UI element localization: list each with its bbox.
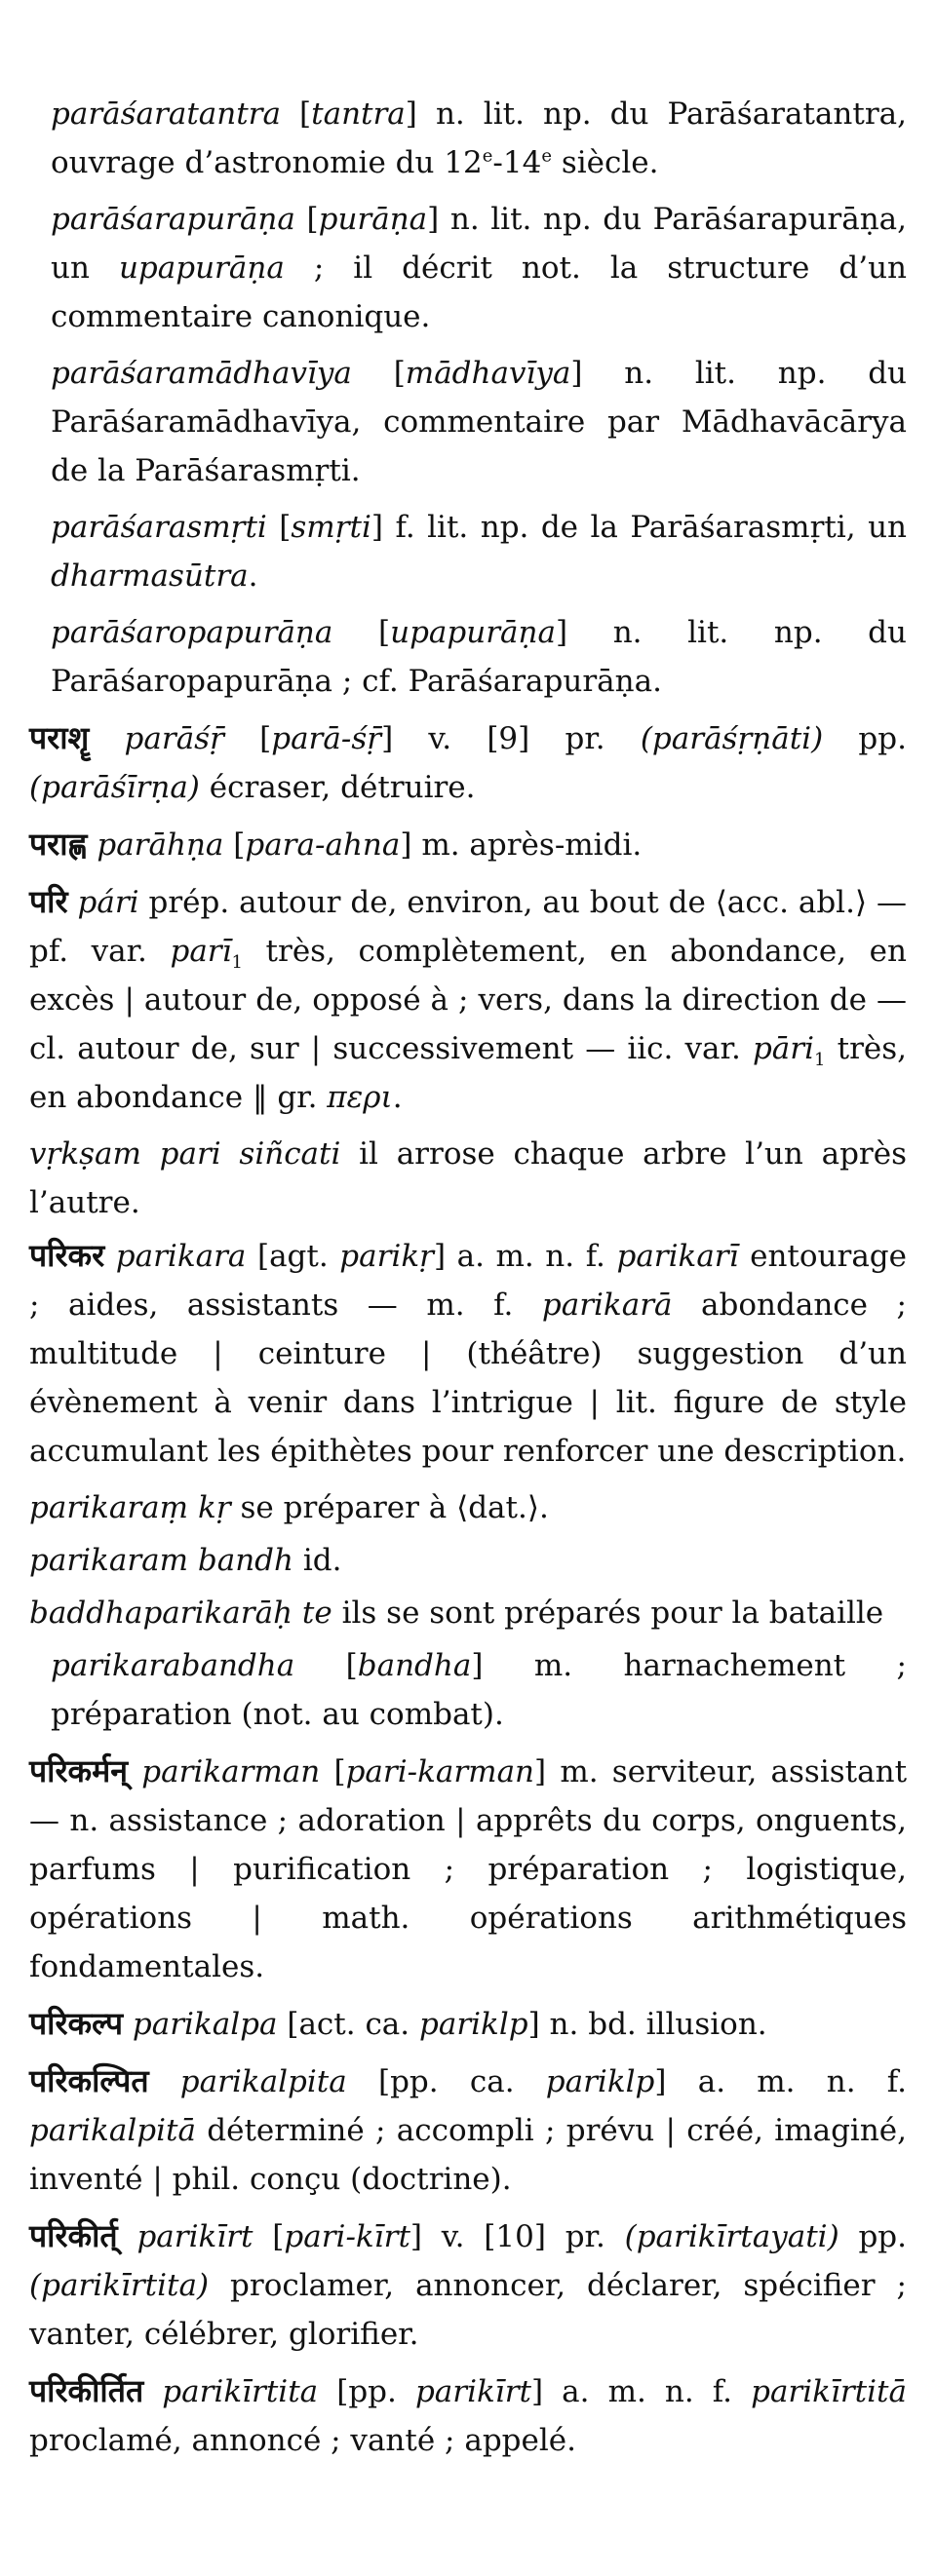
entry-parikarman: परिकर्मन् parikarman [pari-karman] m. serviteur, assistant — n. assistance ; adoration | apprêts du corps, onguents, parfums | purification ; préparation ; logistique, opérations | math. opérations arithmétiques fondamentales. [29, 1752, 908, 1984]
devanagari-headword: परिकर [29, 1237, 105, 1274]
definition: v. [9] pr. [428, 721, 641, 756]
definition-part: pp. [838, 2219, 908, 2254]
devanagari-headword: परिकल्प [29, 2005, 124, 2042]
etymology-prefix: [pp. ca. [377, 2064, 546, 2099]
etymology: pari-kīrt [284, 2219, 410, 2254]
definition-part: . [392, 1080, 403, 1115]
feminine-form: parikalpitā [29, 2113, 196, 2148]
example-sanskrit: vṛkṣam pari siñcati [29, 1136, 341, 1172]
entry-parikalpita [29, 2057, 907, 2204]
definition-part: pp. [823, 721, 907, 756]
headword: parikarman [141, 1754, 321, 1789]
headword: parikara [115, 1239, 247, 1274]
entry-parasaropapurana: parāśaropapurāṇa [upapurāṇa] n. lit. np. du Parāśaropapurāṇa ; cf. Parāśarapurāṇa. [51, 615, 907, 699]
etymology: pari-karman [345, 1754, 535, 1789]
etymology: smṛti [291, 510, 371, 545]
definition-part: proclamer, annoncer, déclarer, spécifier ; vanter, célébrer, glorifier. [29, 2268, 907, 2352]
greek-cognate: περι [327, 1080, 393, 1115]
definition-part: proclamé, annoncé ; vanté ; appelé. [29, 2423, 576, 2458]
definition: m. après-midi. [421, 827, 643, 863]
entry-parahna: पराह्ण parāhṇa [para-ahna] m. après-midi. [29, 826, 643, 863]
definition: n. lit. np. du Parāśarapurāṇa, un [51, 202, 908, 286]
example-translation: ils se sont préparés pour la bataille [332, 1596, 884, 1631]
etymology: upapurāṇa [390, 615, 556, 650]
etymology-root: pariklp [545, 2064, 655, 2099]
headword: parāśaramādhavīya [51, 356, 352, 391]
variant-form: pāri [752, 1031, 815, 1066]
definition-italic: upapurāṇa [118, 250, 285, 286]
participle-form: (parāśīrṇa) [29, 770, 200, 805]
headword: parikīrtita [162, 2374, 319, 2409]
definition: n. lit. np. du Parāśaropapurāṇa ; cf. Parāśarapurāṇa. [51, 615, 907, 699]
entry-pari [29, 877, 907, 1122]
example-translation: id. [292, 1543, 342, 1578]
superscript: e [482, 145, 493, 167]
devanagari-headword: परिकल्पित [29, 2062, 149, 2099]
headword: parāhṇa [97, 827, 224, 863]
entry-parikirt: परिकीर्त् parikīrt [pari-kīrt] v. [10] pr. (parikīrtayati) pp. (parikīrtita) proclamer, annoncer, déclarer, spécifier ; vanter, célébrer, glorifier. [29, 2217, 908, 2352]
example-sanskrit: parikaraṃ kṛ [29, 1490, 231, 1525]
definition: n. lit. np. du Parāśaramādhavīya, commentaire par Mādhavācārya de la Parāśarasmṛti. [51, 356, 908, 488]
participle-form: (parikīrtita) [29, 2268, 210, 2303]
subscript: 1 [814, 1050, 826, 1071]
devanagari-headword: परिकीर्त् [29, 2217, 118, 2254]
etymology-prefix: [agt. [256, 1239, 340, 1274]
definition-part: très, en abondance ‖ gr. [29, 1031, 907, 1115]
devanagari-headword: पराह्ण [29, 826, 88, 863]
headword: parāśarapurāṇa [51, 202, 295, 237]
definition: m. serviteur, assistant — n. assistance ; adoration | apprêts du corps, onguents, parfums | purification ; préparation ; logistique, opérations | math. opérations arithmétiques fondamentales. [29, 1754, 908, 1984]
entry-parasarasmrti: parāśarasmṛti [smṛti] f. lit. np. de la Parāśarasmṛti, un dharmasūtra. [51, 510, 908, 594]
entry-parikara [29, 1231, 907, 1476]
feminine-form: parikarī [616, 1239, 739, 1274]
devanagari-headword: परि [29, 883, 68, 920]
entry-parikalpa [29, 1999, 907, 2049]
example-translation: il arrose chaque arbre l’un après l’autre. [29, 1136, 907, 1220]
feminine-form: parikarā [541, 1288, 673, 1323]
etymology: tantra [311, 96, 406, 132]
definition-part: . [248, 558, 258, 594]
definition-part: siècle. [552, 145, 659, 180]
headword: parāśṝ [124, 721, 224, 756]
definition-part: écraser, détruire. [199, 770, 476, 805]
devanagari-headword: परिकीर्तित [29, 2372, 144, 2409]
subscript: 1 [231, 952, 243, 974]
variant-form: parī [170, 934, 232, 969]
entry-parasarapurana: parāśarapurāṇa [purāṇa] n. lit. np. du Parāśarapurāṇa, un upapurāṇa ; il décrit not. la structure d’un commentaire canonique. [51, 202, 908, 334]
definition-part: -14 [492, 145, 542, 180]
etymology-prefix: [pp. [336, 2374, 415, 2409]
definition-part: ; il décrit not. la structure d’un commentaire canonique. [51, 250, 907, 334]
definition-part: déterminé ; accompli ; prévu | créé, imaginé, inventé | phil. conçu (doctrine). [29, 2113, 907, 2197]
example-sanskrit: parikaram bandh [29, 1543, 293, 1578]
headword: parikalpa [132, 2007, 278, 2042]
definition: ] a. m. n. f. [433, 1239, 617, 1274]
etymology: parā-śṝ [271, 721, 382, 756]
headword: parāśaratantra [51, 96, 281, 132]
definition-part: abondance ; multitude | ceinture | (théâtre) suggestion d’un évènement à venir dans l’intrigue | lit. figure de style accumulant les épithètes pour renforcer une description. [29, 1288, 907, 1469]
entry-parasaratantra: parāśaratantra [tantra] n. lit. np. du Parāśaratantra, ouvrage d’astronomie du 12e-14e siècle. [51, 96, 907, 180]
etymology: para-ahna [245, 827, 401, 863]
etymology-root: parikṛ [339, 1239, 434, 1274]
example-line [29, 1130, 907, 1227]
entry-parikarabandha: parikarabandha [bandha] m. harnachement ; préparation (not. au combat). [51, 1648, 907, 1732]
feminine-form: parikīrtitā [751, 2374, 907, 2409]
definition: v. [10] pr. [441, 2219, 625, 2254]
definition: ] a. m. n. f. [654, 2064, 908, 2099]
present-form: (parāśṛṇāti) [640, 721, 824, 756]
etymology: mādhavīya [405, 356, 571, 391]
headword: parikīrt [136, 2219, 254, 2254]
example-sanskrit: baddhaparikarāḥ te [29, 1596, 332, 1631]
definition: prép. autour de, environ, au bout de ⟨acc. abl.⟩ — pf. var. [29, 885, 907, 969]
example-translation: se préparer à ⟨dat.⟩. [230, 1490, 549, 1525]
definition-part: entourage ; aides, assistants — m. f. [29, 1239, 907, 1323]
entry-parasaramadhaviya: parāśaramādhavīya [mādhavīya] n. lit. np. du Parāśaramādhavīya, commentaire par Mādhavācārya de la Parāśarasmṛti. [51, 356, 908, 488]
definition: ] a. m. n. f. [531, 2374, 752, 2409]
example-line [29, 1589, 907, 1637]
headword: parikarabandha [51, 1648, 295, 1683]
superscript: e [541, 145, 552, 167]
etymology-root: parikīrt [414, 2374, 531, 2409]
definition-italic: dharmasūtra [51, 558, 249, 594]
etymology: purāṇa [318, 202, 428, 237]
definition: f. lit. np. de la Parāśarasmṛti, un [395, 510, 908, 545]
entry-parikirtita [29, 2366, 907, 2465]
example-line [29, 1483, 907, 1532]
present-form: (parikīrtayati) [624, 2219, 839, 2254]
etymology-root: pariklp [419, 2007, 528, 2042]
definition: ] n. bd. illusion. [527, 2007, 767, 2042]
etymology-prefix: [act. ca. [287, 2007, 419, 2042]
headword: parikalpita [179, 2064, 347, 2099]
headword: parāśaropapurāṇa [51, 615, 333, 650]
headword: parāśarasmṛti [51, 510, 267, 545]
definition: m. harnachement ; préparation (not. au combat). [51, 1648, 907, 1732]
definition-part: très, complètement, en abondance, en excès | autour de, opposé à ; vers, dans la direction de — cl. autour de, sur | successivement — iic. var. [29, 934, 907, 1066]
headword: pári [77, 885, 139, 920]
etymology: bandha [357, 1648, 472, 1683]
devanagari-headword: पराशॄ [29, 719, 90, 756]
devanagari-headword: परिकर्मन् [29, 1752, 129, 1789]
entry-parasr: पराशॄ parāśṝ [parā-śṝ] v. [9] pr. (parāśṛṇāti) pp. (parāśīrṇa) écraser, détruire. [29, 719, 907, 805]
example-line [29, 1536, 907, 1585]
definition: n. lit. np. du Parāśaratantra, ouvrage d’astronomie du 12 [51, 96, 907, 180]
